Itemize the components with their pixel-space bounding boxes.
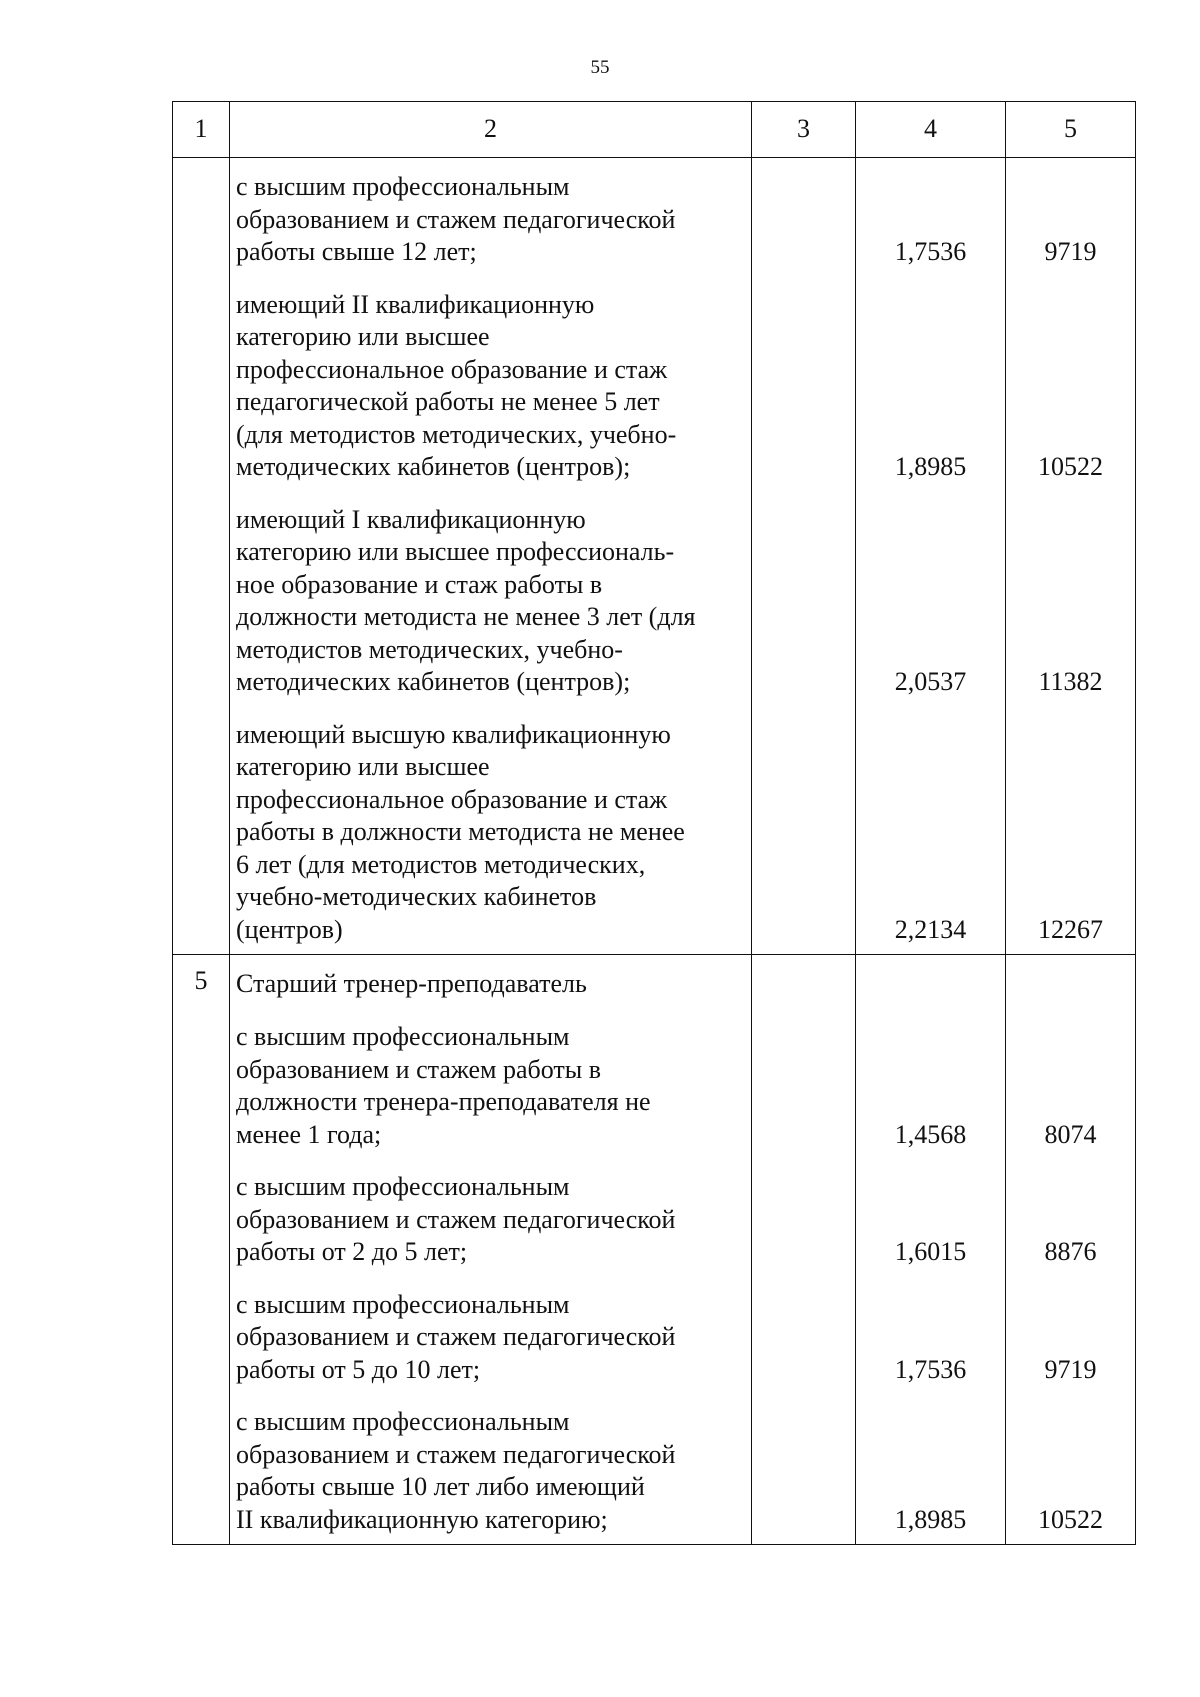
salary-value bbox=[1006, 1021, 1135, 1171]
requirement-text-line: образованием и стажем педагогической bbox=[236, 1322, 676, 1351]
requirement-text-line: методических кабинетов (центров); bbox=[236, 452, 631, 481]
requirement-text-line: работы от 5 до 10 лет; bbox=[236, 1354, 481, 1384]
requirement-text-line: ное образование и стаж работы в bbox=[236, 569, 603, 599]
salary-text: 9719 bbox=[1044, 1354, 1097, 1384]
salary-value bbox=[1006, 1406, 1135, 1536]
requirement-text-line: учебно-методических кабинетов bbox=[236, 882, 597, 911]
requirement-text-line: менее 1 года; bbox=[236, 1119, 382, 1149]
salary-text: 10522 bbox=[1038, 1504, 1103, 1534]
requirement-text-line: профессиональное образование и стаж bbox=[236, 784, 668, 814]
salary-value bbox=[1006, 1289, 1135, 1407]
coefficient-text: 1,7536 bbox=[894, 1354, 967, 1384]
requirement-text-line: (центров) bbox=[236, 914, 343, 944]
requirement-item bbox=[236, 504, 745, 719]
requirement-item bbox=[236, 1171, 745, 1289]
salary-text: 9719 bbox=[1044, 237, 1097, 266]
empty-cell bbox=[752, 955, 856, 1545]
row-number: 5 bbox=[173, 955, 230, 1545]
salary-value bbox=[1006, 171, 1135, 289]
header-col-3: 3 bbox=[752, 102, 856, 158]
requirement-text-line: с высшим профессиональным bbox=[236, 172, 570, 201]
requirement-text-line: работы свыше 12 лет; bbox=[236, 237, 477, 266]
requirement-text-line: имеющий I квалификационную bbox=[236, 504, 586, 534]
salary-text: 12267 bbox=[1038, 914, 1103, 944]
coefficient-column bbox=[856, 955, 1006, 1545]
requirement-text-line: должности методиста не менее 3 лет (для bbox=[236, 602, 696, 631]
requirement-text-line: имеющий высшую квалификационную bbox=[236, 719, 671, 749]
requirement-text-line: с высшим профессиональным bbox=[236, 1407, 570, 1436]
requirement-text-line: категорию или высшее профессиональ- bbox=[236, 537, 675, 566]
requirement-text-line: с высшим профессиональным bbox=[236, 1022, 570, 1051]
salary-value bbox=[1006, 504, 1135, 719]
requirement-text-line: образованием и стажем педагогической bbox=[236, 204, 676, 234]
requirement-text-line: работы свыше 10 лет либо имеющий bbox=[236, 1472, 645, 1501]
empty-cell bbox=[752, 158, 856, 955]
requirement-text-line: педагогической работы не менее 5 лет bbox=[236, 387, 660, 416]
coefficient-text: 1,8985 bbox=[894, 452, 967, 481]
page-number: 55 bbox=[590, 57, 610, 78]
requirement-text-line: образованием и стажем педагогической bbox=[236, 1439, 676, 1469]
salary-value bbox=[1006, 289, 1135, 504]
requirement-text-line: образованием и стажем работы в bbox=[236, 1054, 602, 1084]
requirement-text-line: (для методистов методических, учебно- bbox=[236, 419, 677, 449]
requirement-text-line: методистов методических, учебно- bbox=[236, 634, 623, 664]
coefficient-column bbox=[856, 158, 1006, 955]
coefficient-value bbox=[856, 171, 1005, 289]
coefficient-text: 1,6015 bbox=[894, 1237, 967, 1266]
requirement-text-line: 6 лет (для методистов методических, bbox=[236, 849, 646, 879]
requirement-text-line: с высшим профессиональным bbox=[236, 1172, 570, 1201]
coefficient-text: 1,4568 bbox=[894, 1119, 967, 1149]
header-col-1: 1 bbox=[173, 102, 230, 158]
requirement-text-line: работы в должности методиста не менее bbox=[236, 817, 685, 846]
salary-spacer bbox=[1006, 968, 1135, 1021]
requirement-item bbox=[236, 171, 745, 289]
row-number bbox=[173, 158, 230, 955]
section-row bbox=[173, 955, 1136, 1545]
header-col-5: 5 bbox=[1006, 102, 1136, 158]
coefficient-text: 1,7536 bbox=[894, 237, 967, 266]
coefficient-value bbox=[856, 289, 1005, 504]
coefficient-spacer bbox=[856, 968, 1005, 1021]
requirement-text-line: образованием и стажем педагогической bbox=[236, 1204, 676, 1234]
requirement-item bbox=[236, 1289, 745, 1407]
requirement-text-line: работы от 2 до 5 лет; bbox=[236, 1237, 468, 1266]
salary-text: 10522 bbox=[1038, 452, 1103, 481]
requirement-item bbox=[236, 1406, 745, 1536]
requirement-text-line: II квалификационную категорию; bbox=[236, 1504, 608, 1534]
position-description bbox=[230, 158, 752, 955]
header-row bbox=[173, 102, 1136, 158]
coefficient-text: 2,2134 bbox=[894, 914, 967, 944]
salary-text: 8876 bbox=[1044, 1237, 1097, 1266]
coefficient-value bbox=[856, 504, 1005, 719]
salary-column bbox=[1006, 955, 1136, 1545]
section-row bbox=[173, 158, 1136, 955]
requirement-item bbox=[236, 1021, 745, 1171]
salary-text: 8074 bbox=[1044, 1119, 1097, 1149]
requirement-text-line: профессиональное образование и стаж bbox=[236, 354, 668, 384]
requirement-text-line: категорию или высшее bbox=[236, 322, 490, 351]
coefficient-value bbox=[856, 1289, 1005, 1407]
requirement-item bbox=[236, 289, 745, 504]
coefficient-value bbox=[856, 1021, 1005, 1171]
requirement-text-line: категорию или высшее bbox=[236, 752, 490, 781]
salary-value bbox=[1006, 719, 1135, 947]
header-col-2: 2 bbox=[230, 102, 752, 158]
salary-table bbox=[172, 101, 1136, 1545]
requirement-item bbox=[236, 719, 745, 947]
coefficient-value bbox=[856, 1406, 1005, 1536]
requirement-text-line: имеющий II квалификационную bbox=[236, 289, 595, 319]
requirement-text-line: должности тренера-преподавателя не bbox=[236, 1087, 651, 1116]
requirement-text-line: методических кабинетов (центров); bbox=[236, 667, 631, 696]
header-col-4: 4 bbox=[856, 102, 1006, 158]
requirement-text-line: с высшим профессиональным bbox=[236, 1289, 570, 1319]
salary-value bbox=[1006, 1171, 1135, 1289]
salary-column bbox=[1006, 158, 1136, 955]
coefficient-value bbox=[856, 1171, 1005, 1289]
salary-text: 11382 bbox=[1038, 667, 1103, 696]
position-description bbox=[230, 955, 752, 1545]
coefficient-value bbox=[856, 719, 1005, 947]
coefficient-text: 1,8985 bbox=[894, 1504, 967, 1534]
coefficient-text: 2,0537 bbox=[894, 667, 967, 696]
table-body bbox=[173, 158, 1136, 1545]
position-title: Старший тренер-преподаватель bbox=[236, 969, 587, 998]
